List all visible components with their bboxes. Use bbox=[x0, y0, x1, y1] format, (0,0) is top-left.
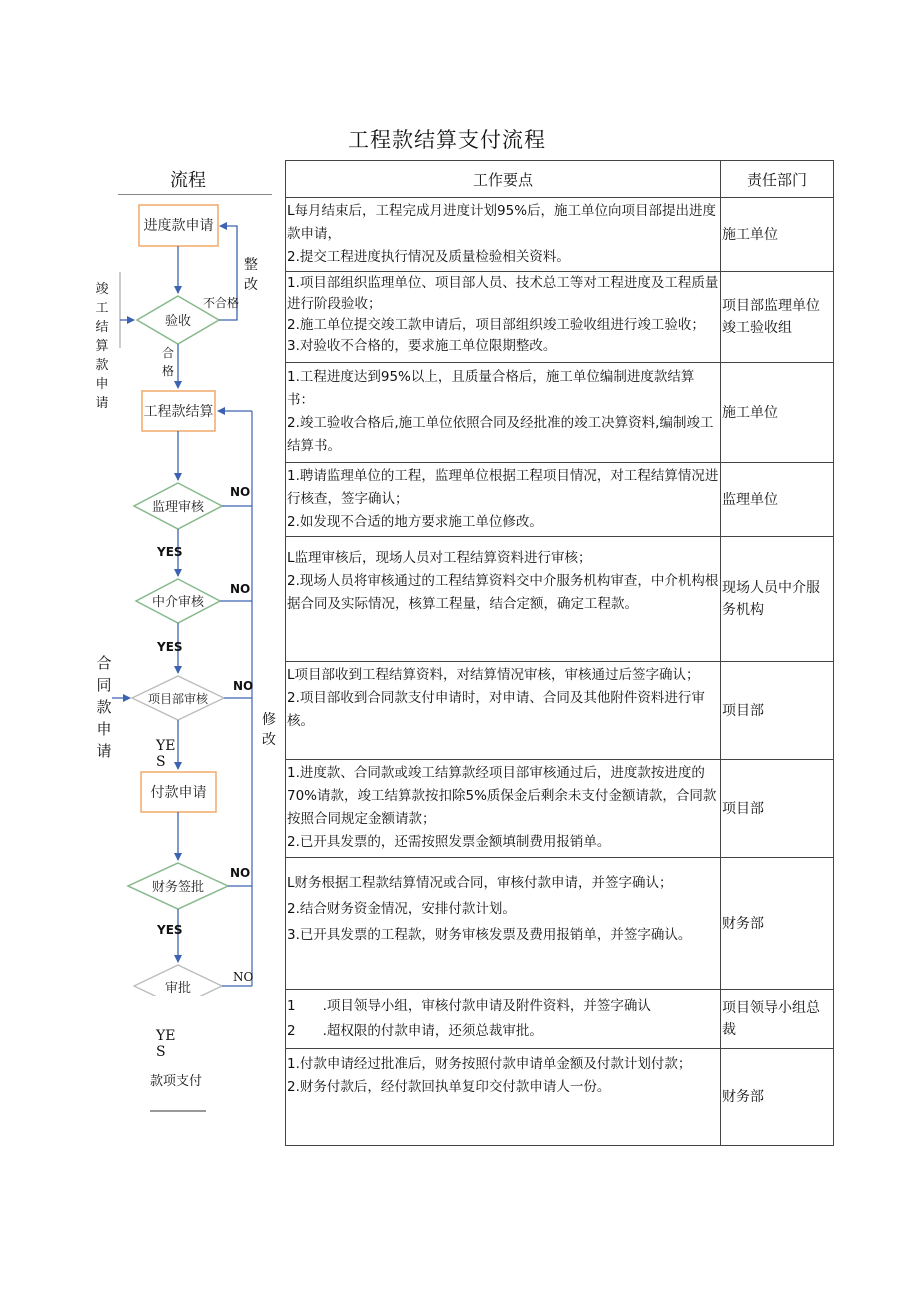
yes-label-3: YES bbox=[157, 923, 183, 937]
dept-cell: 财务部 bbox=[721, 1049, 834, 1146]
approve-text: 审批 bbox=[164, 981, 192, 996]
settlement-text: 工程款结算 bbox=[143, 404, 214, 420]
point: 3.已开具发票的工程款，财务审核发票及费用报销单，并签字确认。 bbox=[287, 927, 692, 943]
point: 2.财务付款后，经付款回执单复印交付款申请人一份。 bbox=[287, 1079, 611, 1095]
dept-cell: 项目部 bbox=[721, 760, 834, 858]
header-dept: 责任部门 bbox=[721, 161, 834, 198]
dept-cell: 监理单位 bbox=[721, 463, 834, 537]
yes-s-label-1: YE S bbox=[156, 738, 176, 770]
yes-label-1: YES bbox=[157, 545, 183, 559]
point: 2.现场人员将审核通过的工程结算资料交中介服务机构审查，中介机构根据合同及实际情况，核算工程量，结合定额，确定工程款。 bbox=[287, 573, 719, 612]
pass-label: 合格 bbox=[161, 346, 174, 378]
point: 2.施工单位提交竣工款申请后，项目部组织竣工验收组进行竣工验收； bbox=[287, 317, 705, 333]
work-points-table bbox=[285, 160, 834, 1146]
table-row bbox=[286, 662, 834, 760]
table-row bbox=[286, 463, 834, 537]
point: 2.已开具发票的，还需按照发票金额填制费用报销单。 bbox=[287, 834, 611, 850]
page-title: 工程款结算支付流程 bbox=[348, 128, 546, 152]
dept-cell: 项目领导小组总裁 bbox=[721, 990, 834, 1049]
dept-cell: 项目部监理单位竣工验收组 bbox=[721, 272, 834, 363]
intermediary-text: 中介审核 bbox=[151, 595, 205, 610]
supervisor-text: 监理审核 bbox=[151, 500, 205, 515]
header-points: 工作要点 bbox=[286, 161, 721, 198]
table-header-row bbox=[286, 161, 834, 198]
table-row bbox=[286, 537, 834, 662]
point: 3.对验收不合格的，要求施工单位限期整改。 bbox=[287, 338, 557, 354]
dept-cell: 项目部 bbox=[721, 662, 834, 760]
dept-cell: 财务部 bbox=[721, 858, 834, 990]
point: L监理审核后，现场人员对工程结算资料进行审核； bbox=[287, 550, 592, 566]
point: 2.结合财务资金情况，安排付款计划。 bbox=[287, 901, 516, 917]
point: 1 .项目领导小组，审核付款申请及附件资料，并签字确认 bbox=[287, 998, 651, 1014]
modify-label: 修改 bbox=[262, 712, 276, 748]
point: 2.项目部收到合同款支付申请时，对申请、合同及其他附件资料进行审核。 bbox=[287, 690, 705, 729]
no-label-2: NO bbox=[230, 582, 251, 596]
dept-cell: 施工单位 bbox=[721, 363, 834, 463]
point: 2.如发现不合适的地方要求施工单位修改。 bbox=[287, 514, 543, 530]
point: 2.竣工验收合格后,施工单位依照合同及经批准的竣工决算资料,编制竣工结算书。 bbox=[287, 415, 714, 454]
no-label-5: NO bbox=[233, 970, 254, 984]
yes-s-label-2: YE S bbox=[156, 1028, 176, 1060]
contract-request-label: 合同款申请 bbox=[96, 654, 112, 760]
flowchart bbox=[0, 0, 285, 1301]
project-review-text: 项目部审核 bbox=[147, 692, 209, 706]
point: 1.付款申请经过批准后，财务按照付款申请单金额及付款计划付款； bbox=[287, 1056, 692, 1072]
table-row bbox=[286, 858, 834, 990]
dept-cell: 现场人员中介服务机构 bbox=[721, 537, 834, 662]
point: 1.工程进度达到95%以上，且质量合格后，施工单位编制进度款结算书： bbox=[287, 369, 695, 408]
payment-request-text: 付款申请 bbox=[150, 785, 207, 801]
point: 1.聘请监理单位的工程，监理单位根据工程项目情况，对工程结算情况进行核查，签字确认； bbox=[287, 468, 719, 507]
table-row bbox=[286, 1049, 834, 1146]
table-row bbox=[286, 272, 834, 363]
point: 2 .超权限的付款申请，还须总裁审批。 bbox=[287, 1023, 543, 1039]
point: 2.提交工程进度执行情况及质量检验相关资料。 bbox=[287, 249, 570, 265]
completion-request-label: 竣工结算款申请 bbox=[95, 282, 109, 411]
rectify-label: 整改 bbox=[244, 257, 258, 293]
fail-label: 不合格 bbox=[203, 296, 240, 310]
point: 1.进度款、合同款或竣工结算款经项目部审核通过后，进度款按进度的70%请款，竣工结算款按扣除5%质保金后剩余未支付金额请款，合同款按照合同规定金额请款； bbox=[287, 765, 717, 827]
table-row bbox=[286, 198, 834, 272]
no-label-3: NO bbox=[233, 679, 254, 693]
no-label-4: NO bbox=[230, 866, 251, 880]
progress-request-text: 进度款申请 bbox=[143, 218, 214, 234]
table-row bbox=[286, 363, 834, 463]
point: L项目部收到工程结算资料，对结算情况审核，审核通过后签字确认； bbox=[287, 667, 700, 683]
point: 1.项目部组织监理单位、项目部人员、技术总工等对工程进度及工程质量进行阶段验收； bbox=[287, 275, 719, 312]
table-row bbox=[286, 760, 834, 858]
payment-label: 款项支付 bbox=[150, 1074, 203, 1089]
finance-text: 财务签批 bbox=[151, 880, 205, 895]
point: L财务根据工程款结算情况或合同，审核付款申请，并签字确认； bbox=[287, 875, 673, 891]
point: L每月结束后，工程完成月进度计划95%后，施工单位向项目部提出进度款申请， bbox=[287, 203, 717, 242]
table-row bbox=[286, 990, 834, 1049]
yes-label-2: YES bbox=[157, 640, 183, 654]
flow-column-header: 流程 bbox=[170, 170, 206, 191]
acceptance-text: 验收 bbox=[164, 314, 192, 329]
dept-cell: 施工单位 bbox=[721, 198, 834, 272]
no-label-1: NO bbox=[230, 485, 251, 499]
